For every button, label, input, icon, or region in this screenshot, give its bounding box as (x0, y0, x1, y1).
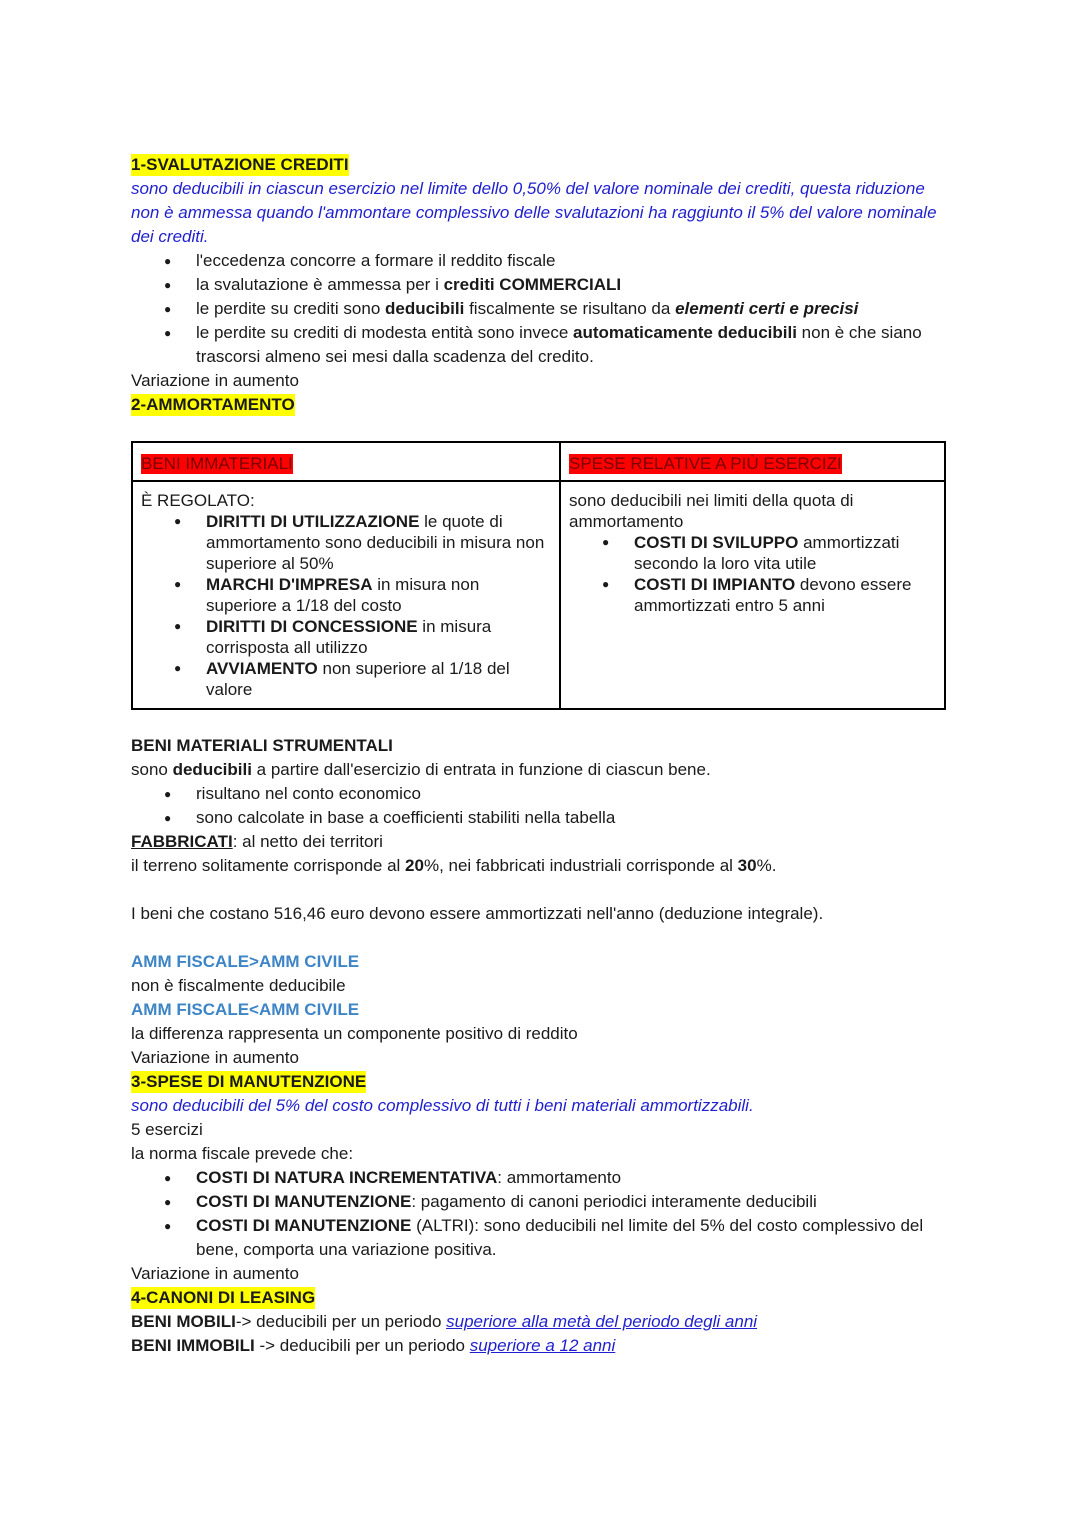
table-cell-beni-immateriali: È REGOLATO: ● DIRITTI DI UTILIZZAZIONE le quote di ammortamento sono deducibili in misura non superiore al 50% ● MARCHI D'IMPRESA in misura non superiore a 1/18 del costo ● DIRITTI DI CONCESSIONE in misura corrisposta all utilizzo ● AVVIAMENTO non superiore al 1/18 del valore (132, 481, 560, 709)
table-header-cell (560, 442, 945, 481)
beni-costo-text: I beni che costano 516,46 euro devono essere ammortizzati nell'anno (deduzione integrale). (131, 904, 824, 923)
list-item: ● MARCHI D'IMPRESA in misura non superiore a 1/18 del costo (206, 574, 551, 616)
list-item: ● l'eccedenza concorre a formare il reddito fiscale (196, 249, 951, 273)
list-item: ● DIRITTI DI CONCESSIONE in misura corrisposta all utilizzo (206, 616, 551, 658)
list-item: ● risultano nel conto economico (196, 782, 951, 806)
section-title-ammortamento: 2-AMMORTAMENTO (131, 395, 295, 414)
header-beni-immateriali: BENI IMMATERIALI (141, 454, 293, 473)
amm-fiscale-minore: AMM FISCALE<AMM CIVILE (131, 1000, 360, 1019)
list-item: ● le perdite su crediti di modesta entità sono invece automaticamente deducibili non è che siano trascorsi almeno sei mesi dalla scadenza del credito. (196, 321, 951, 369)
variazione-text: Variazione in aumento (131, 371, 299, 390)
beni-materiali-text: sono deducibili a partire dall'esercizio di entrata in funzione di ciascun bene. (131, 760, 711, 779)
section-title-svalutazione-crediti: 1-SVALUTAZIONE CREDITI (131, 155, 349, 174)
beni-materiali-title: BENI MATERIALI STRUMENTALI (131, 736, 393, 755)
list-item: ● le perdite su crediti sono deducibili fiscalmente se risultano da elementi certi e precisi (196, 297, 951, 321)
list-item: ● la svalutazione è ammessa per i crediti COMMERCIALI (196, 273, 951, 297)
list-item: ● AVVIAMENTO non superiore al 1/18 del valore (206, 658, 551, 700)
list-item: ● DIRITTI DI UTILIZZAZIONE le quote di ammortamento sono deducibili in misura non superiore al 50% (206, 511, 551, 574)
terreno-text: il terreno solitamente corrisponde al 20%, nei fabbricati industriali corrisponde al 30%. (131, 856, 777, 875)
amm-fiscale-maggiore: AMM FISCALE>AMM CIVILE (131, 952, 360, 971)
amm-fiscale-minore-text: la differenza rappresenta un componente positivo di reddito (131, 1024, 578, 1043)
list-item: ● COSTI DI NATURA INCREMENTATIVA: ammortamento (196, 1166, 951, 1190)
ammortamento-table (131, 441, 946, 710)
list-item: ● sono calcolate in base a coefficienti stabiliti nella tabella (196, 806, 951, 830)
list-item: ● COSTI DI SVILUPPO ammortizzati secondo la loro vita utile (634, 532, 936, 574)
variazione-text: Variazione in aumento (131, 1264, 299, 1283)
variazione-text: Variazione in aumento (131, 1048, 299, 1067)
svalutazione-intro: sono deducibili in ciascun esercizio nel limite dello 0,50% del valore nominale dei crediti, questa riduzione non è ammessa quando l'ammontare complessivo delle svalutazioni ha raggiunto il 5% del valore nominale dei crediti. (131, 179, 937, 246)
beni-mobili-text: BENI MOBILI-> deducibili per un periodo superiore alla metà del periodo degli anni (131, 1312, 758, 1331)
link-periodo-anni[interactable]: superiore alla metà del periodo degli anni (446, 1312, 758, 1331)
manutenzione-list (131, 1166, 951, 1262)
amm-fiscale-maggiore-text: non è fiscalmente deducibile (131, 976, 346, 995)
section-title-canoni-leasing: 4-CANONI DI LEASING (131, 1288, 316, 1307)
table-cell-spese-esercizi: sono deducibili nei limiti della quota di ammortamento ● COSTI DI SVILUPPO ammortizzati secondo la loro vita utile ● COSTI DI IMPIANTO devono essere ammortizzati entro 5 anni (560, 481, 945, 709)
document-content (131, 153, 951, 1358)
manutenzione-intro: sono deducibili del 5% del costo complessivo di tutti i beni materiali ammortizzabili. (131, 1096, 754, 1115)
list-item: ● COSTI DI MANUTENZIONE: pagamento di canoni periodici interamente deducibili (196, 1190, 951, 1214)
list-item: ● COSTI DI IMPIANTO devono essere ammortizzati entro 5 anni (634, 574, 936, 616)
beni-immobili-text: BENI IMMOBILI -> deducibili per un periodo superiore a 12 anni (131, 1336, 616, 1355)
table-header-cell (132, 442, 560, 481)
link-12-anni[interactable]: superiore a 12 anni (469, 1336, 616, 1355)
beni-materiali-list (131, 782, 951, 830)
norma-text: la norma fiscale prevede che: (131, 1144, 354, 1163)
fabbricati-text: FABBRICATI: al netto dei territori (131, 832, 383, 851)
header-spese-esercizi: SPESE RELATIVE A PIÙ ESERCIZI (569, 454, 842, 473)
esercizi-text: 5 esercizi (131, 1120, 203, 1139)
svalutazione-list (131, 249, 951, 369)
section-title-spese-manutenzione: 3-SPESE DI MANUTENZIONE (131, 1072, 367, 1091)
list-item: ● COSTI DI MANUTENZIONE (ALTRI): sono deducibili nel limite del 5% del costo complessivo del bene, comporta una variazione positiva. (196, 1214, 951, 1262)
